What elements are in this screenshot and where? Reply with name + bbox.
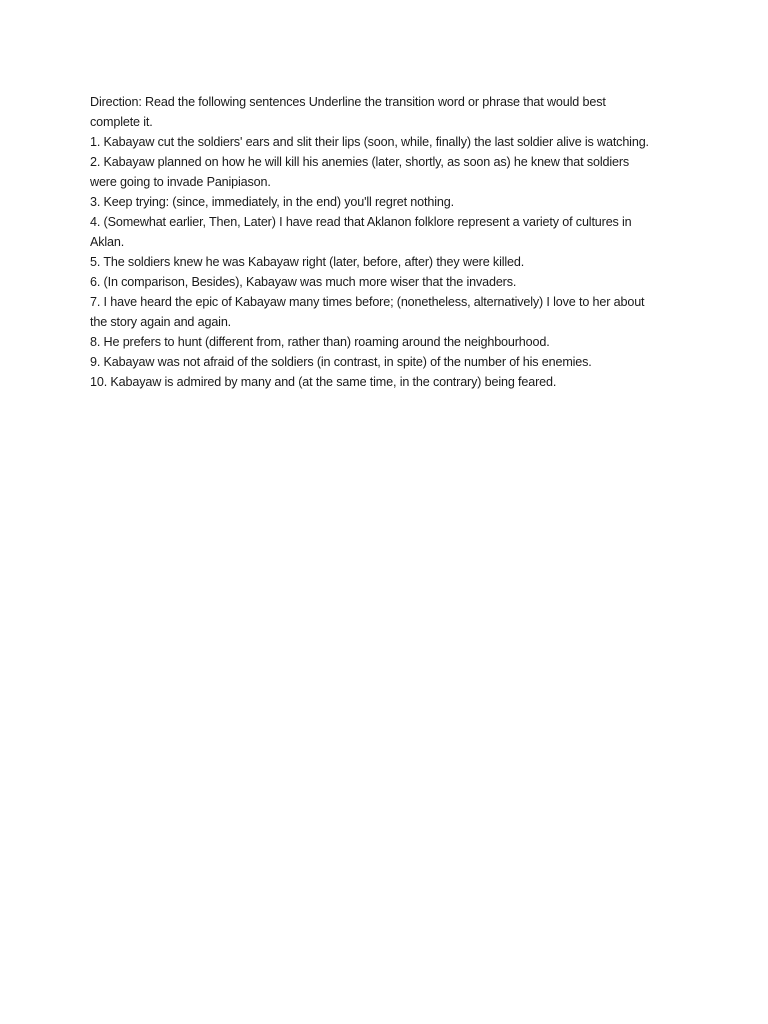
item-1: 1. Kabayaw cut the soldiers' ears and slit their lips (soon, while, finally) the last soldier alive is watching. [90, 135, 649, 149]
item-4-line-1: 4. (Somewhat earlier, Then, Later) I have read that Aklanon folklore represent a variety of cultures in [90, 215, 632, 229]
item-3: 3. Keep trying: (since, immediately, in the end) you'll regret nothing. [90, 195, 454, 209]
item-6: 6. (In comparison, Besides), Kabayaw was much more wiser that the invaders. [90, 275, 517, 289]
item-5: 5. The soldiers knew he was Kabayaw right (later, before, after) they were killed. [90, 255, 525, 269]
item-2-line-2: were going to invade Panipiason. [90, 175, 271, 189]
item-4-line-2: Aklan. [90, 235, 125, 249]
item-10: 10. Kabayaw is admired by many and (at the same time, in the contrary) being feared. [90, 375, 557, 389]
item-8: 8. He prefers to hunt (different from, rather than) roaming around the neighbourhood. [90, 335, 550, 349]
direction-line-1: Direction: Read the following sentences Underline the transition word or phrase that would best [90, 95, 606, 109]
item-7-line-2: the story again and again. [90, 315, 232, 329]
item-2-line-1: 2. Kabayaw planned on how he will kill his anemies (later, shortly, as soon as) he knew that soldiers [90, 155, 630, 169]
item-7-line-1: 7. I have heard the epic of Kabayaw many times before; (nonetheless, alternatively) I love to her about [90, 295, 645, 309]
document-text [90, 92, 690, 392]
direction-line-2: complete it. [90, 115, 153, 129]
item-9: 9. Kabayaw was not afraid of the soldiers (in contrast, in spite) of the number of his enemies. [90, 355, 592, 369]
